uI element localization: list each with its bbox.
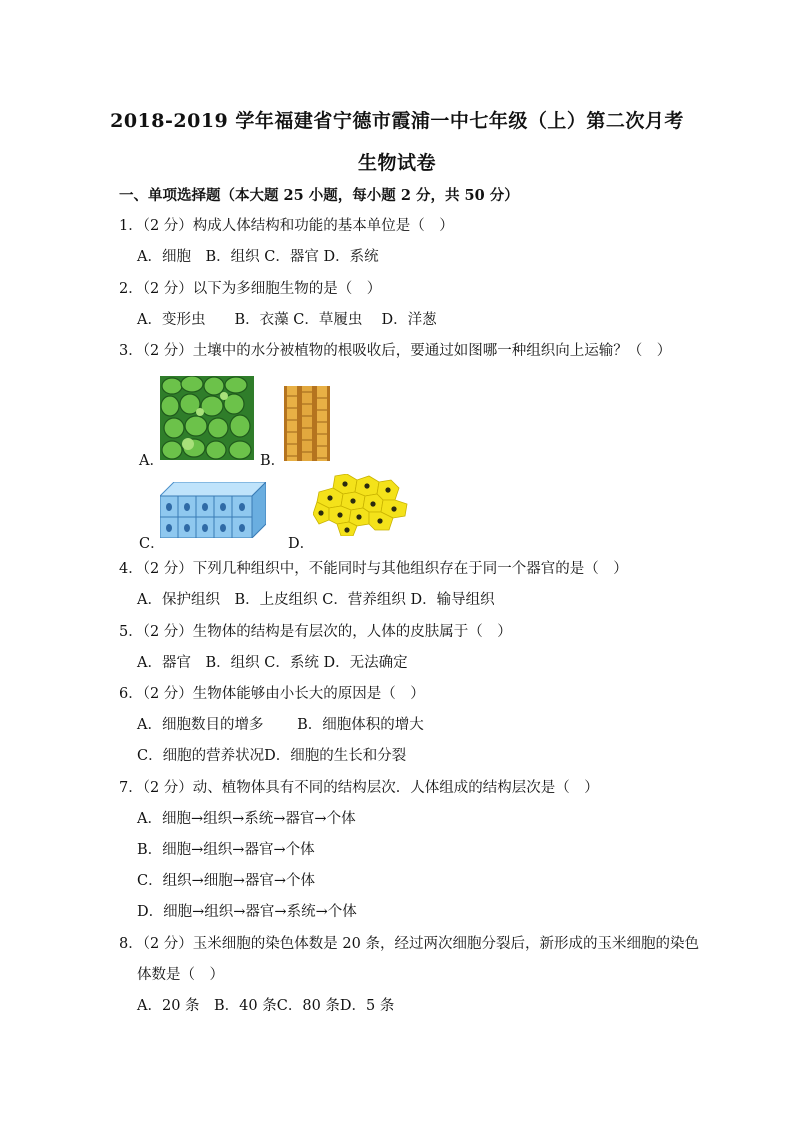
green-parenchyma-tissue-image: [160, 376, 254, 460]
exam-title-line2: 生物试卷: [357, 152, 436, 174]
question-6-stem: 6．（2 分）生物体能够由小长大的原因是（ ）: [119, 686, 425, 702]
question-5-stem: 5．（2 分）生物体的结构是有层次的，人体的皮肤属于（ ）: [119, 624, 512, 640]
question-3-label-c: C．: [139, 536, 165, 552]
question-7-stem: 7．（2 分）动、植物体具有不同的结构层次．人体组成的结构层次是（ ）: [119, 780, 599, 796]
question-3-stem: 3．（2 分）土壤中的水分被植物的根吸收后，要通过如图哪一种组织向上运输？（ ）: [119, 343, 672, 359]
question-4-options: A．保护组织 B．上皮组织 C．营养组织 D．输导组织: [137, 592, 495, 608]
question-2-stem: 2．（2 分）以下为多细胞生物的是（ ）: [119, 281, 382, 297]
question-8-stem-line1: 8．（2 分）玉米细胞的染色体数是 20 条，经过两次细胞分裂后，新形成的玉米细胞的染色: [119, 936, 699, 952]
question-6-options-ab: A．细胞数目的增多 B．细胞体积的增大: [137, 717, 424, 733]
question-8-stem-line2: 体数是（ ）: [137, 967, 224, 983]
question-4-stem: 4．（2 分）下列几种组织中，不能同时与其他组织存在于同一个器官的是（ ）: [119, 561, 628, 577]
exam-title-line1: 2018-2019 学年福建省宁德市霞浦一中七年级（上）第二次月考: [110, 110, 684, 132]
yellow-meristem-tissue-image: [313, 474, 411, 536]
question-8-options: A．20 条 B．40 条C．80 条D．5 条: [137, 998, 395, 1014]
question-1-options: A．细胞 B．组织 C．器官 D．系统: [137, 249, 379, 265]
question-2-options: A．变形虫 B．衣藻 C．草履虫 D．洋葱: [137, 312, 437, 328]
question-3-label-d: D．: [288, 536, 315, 552]
question-3-label-a: A．: [139, 453, 164, 469]
blue-epithelial-tissue-image: [160, 482, 266, 538]
question-7-option-d: D．细胞→组织→器官→系统→个体: [137, 904, 357, 920]
section-heading: 一、单项选择题（本大题 25 小题，每小题 2 分，共 50 分）: [119, 187, 519, 204]
question-7-option-c: C．组织→细胞→器官→个体: [137, 873, 316, 889]
question-1-stem: 1．（2 分）构成人体结构和功能的基本单位是（ ）: [119, 218, 454, 234]
conducting-tissue-image: [284, 386, 330, 461]
question-3-label-b: B．: [260, 453, 286, 469]
question-7-option-a: A．细胞→组织→系统→器官→个体: [137, 811, 356, 827]
question-5-options: A．器官 B．组织 C．系统 D．无法确定: [137, 655, 408, 671]
question-6-options-cd: C．细胞的营养状况D．细胞的生长和分裂: [137, 748, 407, 764]
question-7-option-b: B．细胞→组织→器官→个体: [137, 842, 315, 858]
